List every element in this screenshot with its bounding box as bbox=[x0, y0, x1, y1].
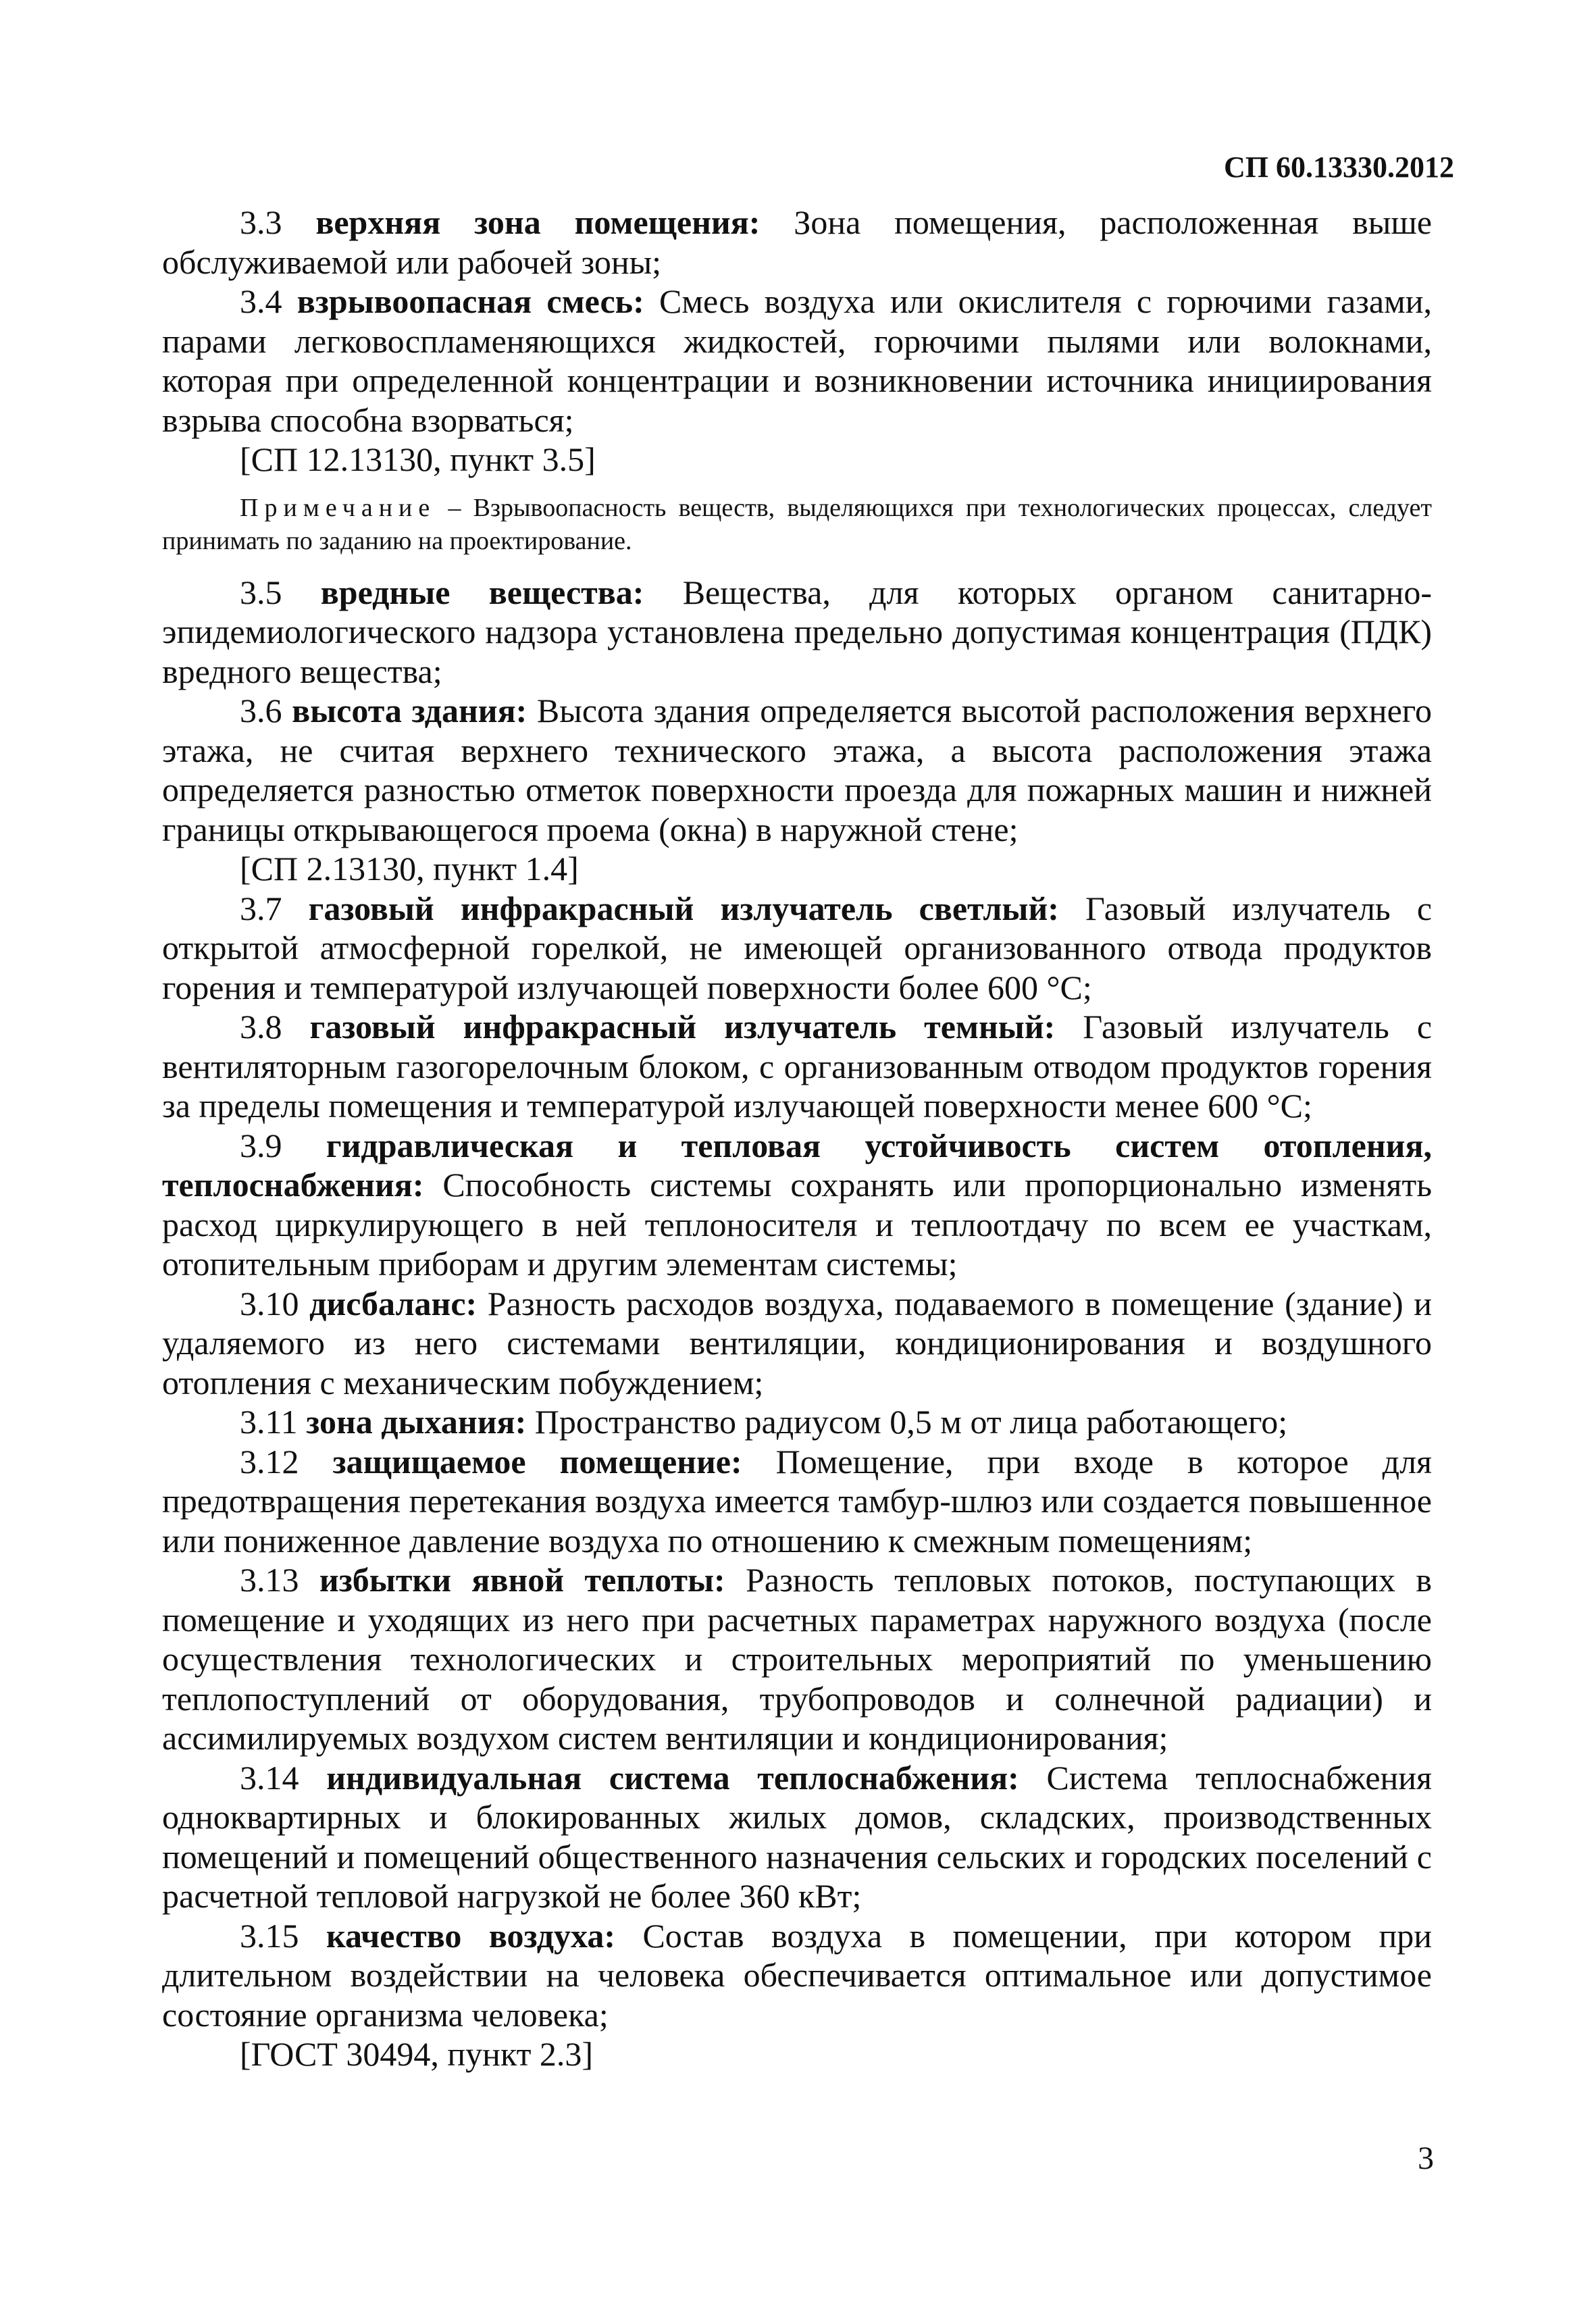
definition-term: индивидуальная система теплоснабжения: bbox=[326, 1758, 1019, 1797]
definition-number: 3.7 bbox=[240, 889, 282, 927]
definition-term: избытки явной теплоты: bbox=[319, 1561, 725, 1599]
definitions-section bbox=[162, 203, 1432, 2074]
note-text: – Взрывоопасность веществ, выделяющихся при технологических процессах, следует принимать по заданию на проектирование. bbox=[162, 493, 1432, 555]
definition-term: зона дыхания: bbox=[306, 1403, 527, 1441]
definition-3-14 bbox=[162, 1758, 1432, 1916]
definition-text: Разность тепловых потоков, поступающих в помещение и уходящих из него при расчетных параметрах наружного воздуха (после осуществления технологических и строительных мероприятий по уменьшению теплопоступлений от оборудования, трубопроводов и солнечной радиации) и ассимилируемых воздухом систем вентиляции и кондиционирования; bbox=[162, 1561, 1433, 1757]
definition-text: Пространство радиусом 0,5 м от лица работающего; bbox=[534, 1403, 1288, 1441]
definition-number: 3.9 bbox=[240, 1126, 282, 1164]
definition-3-3 bbox=[162, 203, 1432, 282]
definition-term: газовый инфракрасный излучатель светлый: bbox=[308, 889, 1059, 927]
note bbox=[162, 492, 1432, 558]
definition-reference: [ГОСТ 30494, пункт 2.3] bbox=[240, 2035, 594, 2073]
definition-text: Зона помещения, расположенная выше обслуживаемой или рабочей зоны; bbox=[162, 203, 1433, 281]
note-label: Примечание bbox=[240, 493, 436, 522]
definition-number: 3.12 bbox=[240, 1442, 299, 1481]
definition-term: вредные вещества: bbox=[320, 573, 644, 611]
definition-number: 3.3 bbox=[240, 203, 282, 241]
definition-text: Газовый излучатель с открытой атмосферной горелкой, не имеющей организованного отвода продуктов горения и температурой излучающей поверхности более 600 °С; bbox=[162, 889, 1433, 1006]
definition-reference: [СП 12.13130, пункт 3.5] bbox=[240, 440, 596, 478]
definition-text: Система теплоснабжения одноквартирных и блокированных жилых домов, складских, производственных помещений и помещений общественного назначения сельских и городских поселений с расчетной тепловой нагрузкой не более 360 кВт; bbox=[162, 1758, 1433, 1915]
definition-text: Способность системы сохранять или пропорционально изменять расход циркулирующего в ней теплоносителя и теплоотдачу по всем ее участкам, отопительным приборам и другим элементам системы; bbox=[162, 1166, 1433, 1283]
definition-number: 3.11 bbox=[240, 1403, 298, 1441]
definition-3-13 bbox=[162, 1560, 1432, 1758]
page-number: 3 bbox=[1418, 2140, 1434, 2176]
definition-number: 3.8 bbox=[240, 1008, 282, 1046]
definition-term: взрывоопасная смесь: bbox=[297, 282, 644, 320]
definition-3-7 bbox=[162, 889, 1432, 1008]
definition-text: Состав воздуха в помещении, при котором при длительном воздействии на человека обеспечивается оптимальное или допустимое состояние организма человека; bbox=[162, 1916, 1432, 2034]
document-code: СП 60.13330.2012 bbox=[1224, 151, 1454, 184]
definition-number: 3.6 bbox=[240, 692, 282, 729]
definition-number: 3.4 bbox=[240, 282, 282, 320]
definition-3-12 bbox=[162, 1442, 1432, 1561]
definition-term: верхняя зона помещения: bbox=[315, 203, 761, 241]
definition-text: Разность расходов воздуха, подаваемого в помещение (здание) и удаляемого из него системами вентиляции, кондиционирования и воздушного отопления с механическим побуждением; bbox=[162, 1284, 1432, 1402]
definition-3-4 bbox=[162, 282, 1432, 440]
definition-term: дисбаланс: bbox=[309, 1284, 478, 1322]
definition-term: высота здания: bbox=[292, 692, 527, 729]
definition-text: Смесь воздуха или окислителя с горючими газами, парами легковоспламеняющихся жидкостей, горючими пылями или волокнами, которая при определенной концентрации и возникновении источника инициирования взрыва способна взорваться; bbox=[162, 282, 1433, 439]
definition-number: 3.13 bbox=[240, 1561, 299, 1599]
definition-text: Газовый излучатель с вентиляторным газогорелочным блоком, с организованным отводом продуктов горения за пределы помещения и температурой излучающей поверхности менее 600 °С; bbox=[162, 1008, 1433, 1125]
definition-3-15 bbox=[162, 1916, 1432, 2035]
definition-number: 3.10 bbox=[240, 1284, 299, 1322]
definition-text: Помещение, при входе в которое для предотвращения перетекания воздуха имеется тамбур-шлюз или создается повышенное или пониженное давление воздуха по отношению к смежным помещениям; bbox=[162, 1442, 1433, 1560]
definition-term: гидравлическая и тепловая устойчивость систем отопления, теплоснабжения: bbox=[162, 1126, 1433, 1204]
definition-number: 3.14 bbox=[240, 1758, 299, 1797]
definition-3-6 bbox=[162, 691, 1432, 849]
definition-number: 3.5 bbox=[240, 573, 282, 611]
definition-reference: [СП 2.13130, пункт 1.4] bbox=[240, 850, 579, 888]
definition-term: газовый инфракрасный излучатель темный: bbox=[309, 1008, 1056, 1046]
definition-text: Вещества, для которых органом санитарно-эпидемиологического надзора установлена предельно допустимая концентрация (ПДК) вредного вещества; bbox=[162, 573, 1433, 690]
definition-3-8 bbox=[162, 1007, 1432, 1126]
definition-3-10 bbox=[162, 1284, 1432, 1403]
definition-3-5 bbox=[162, 573, 1432, 692]
definition-3-9 bbox=[162, 1126, 1432, 1284]
definition-term: качество воздуха: bbox=[326, 1916, 615, 1955]
definition-text: Высота здания определяется высотой расположения верхнего этажа, не считая верхнего технического этажа, а высота расположения этажа определяется разностью отметок поверхности проезда для пожарных машин и нижней границы открывающегося проема (окна) в наружной стене; bbox=[162, 692, 1433, 848]
definition-term: защищаемое помещение: bbox=[332, 1442, 742, 1481]
definition-number: 3.15 bbox=[240, 1916, 299, 1955]
definition-3-11 bbox=[162, 1402, 1432, 1442]
